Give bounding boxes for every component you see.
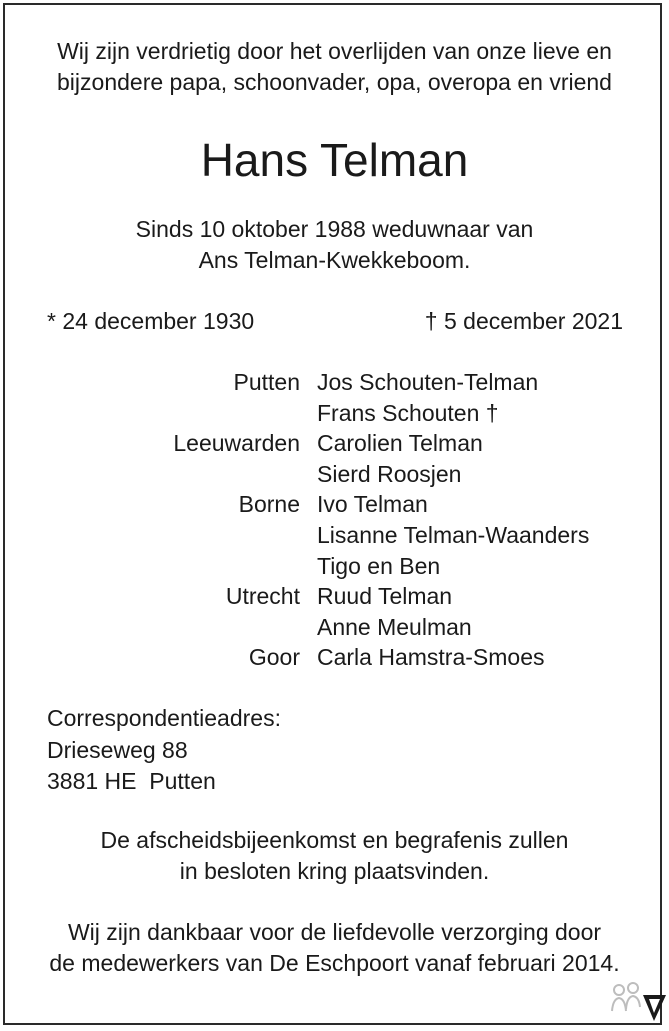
family-row [0,459,669,490]
thanks-line-2: de medewerkers van De Eschpoort vanaf februari 2014. [49,950,620,976]
family-row [0,398,669,429]
family-member: Anne Meulman [317,613,472,640]
family-row [0,642,669,673]
family-member: Lisanne Telman-Waanders [317,521,590,548]
family-city: Putten [233,369,300,395]
family-member: Sierd Roosjen [317,460,462,487]
widow-line-1: Sinds 10 oktober 1988 weduwnaar van [135,216,534,242]
family-row [0,612,669,643]
widow-line-2: Ans Telman-Kwekkeboom. [198,247,471,273]
intro-line-1: Wij zijn verdrietig door het overlijden van onze lieve en [57,38,612,64]
farewell-text [0,825,669,887]
intro-text [0,36,669,98]
family-row [0,520,669,551]
death-date: † 5 december 2021 [424,308,623,334]
family-row [0,428,669,459]
family-member: Frans Schouten † [317,399,499,426]
family-member: Ivo Telman [317,491,428,518]
family-row [0,489,669,520]
family-row [0,551,669,582]
thanks-text [0,917,669,979]
address-label: Correspondentieadres: [47,705,281,731]
family-member: Jos Schouten-Telman [317,369,539,395]
family-row [0,367,669,398]
correspondence-address [47,703,281,798]
family-member: Tigo en Ben [317,552,441,579]
family-list [0,367,669,673]
birth-date: * 24 december 1930 [47,308,255,334]
address-city: 3881 HE Putten [47,768,216,794]
intro-line-2: bijzondere papa, schoonvader, opa, overopa en vriend [57,69,612,95]
family-city: Leeuwarden [173,430,300,457]
widow-text [0,214,669,276]
family-city: Borne [238,491,300,518]
family-city: Utrecht [225,583,300,610]
thanks-line-1: Wij zijn dankbaar voor de liefdevolle verzorging door [67,919,602,945]
family-row [0,581,669,612]
family-member: Carla Hamstra-Smoes [317,644,545,671]
family-city: Goor [248,644,300,671]
family-member: Ruud Telman [317,583,453,610]
farewell-line-1: De afscheidsbijeenkomst en begrafenis zullen [100,827,569,853]
family-member: Carolien Telman [317,430,483,457]
address-street: Drieseweg 88 [47,736,188,763]
farewell-line-2: in besloten kring plaatsvinden. [179,858,490,884]
deceased-name: Hans Telman [200,134,469,186]
people-heart-logo-icon [605,981,667,1023]
